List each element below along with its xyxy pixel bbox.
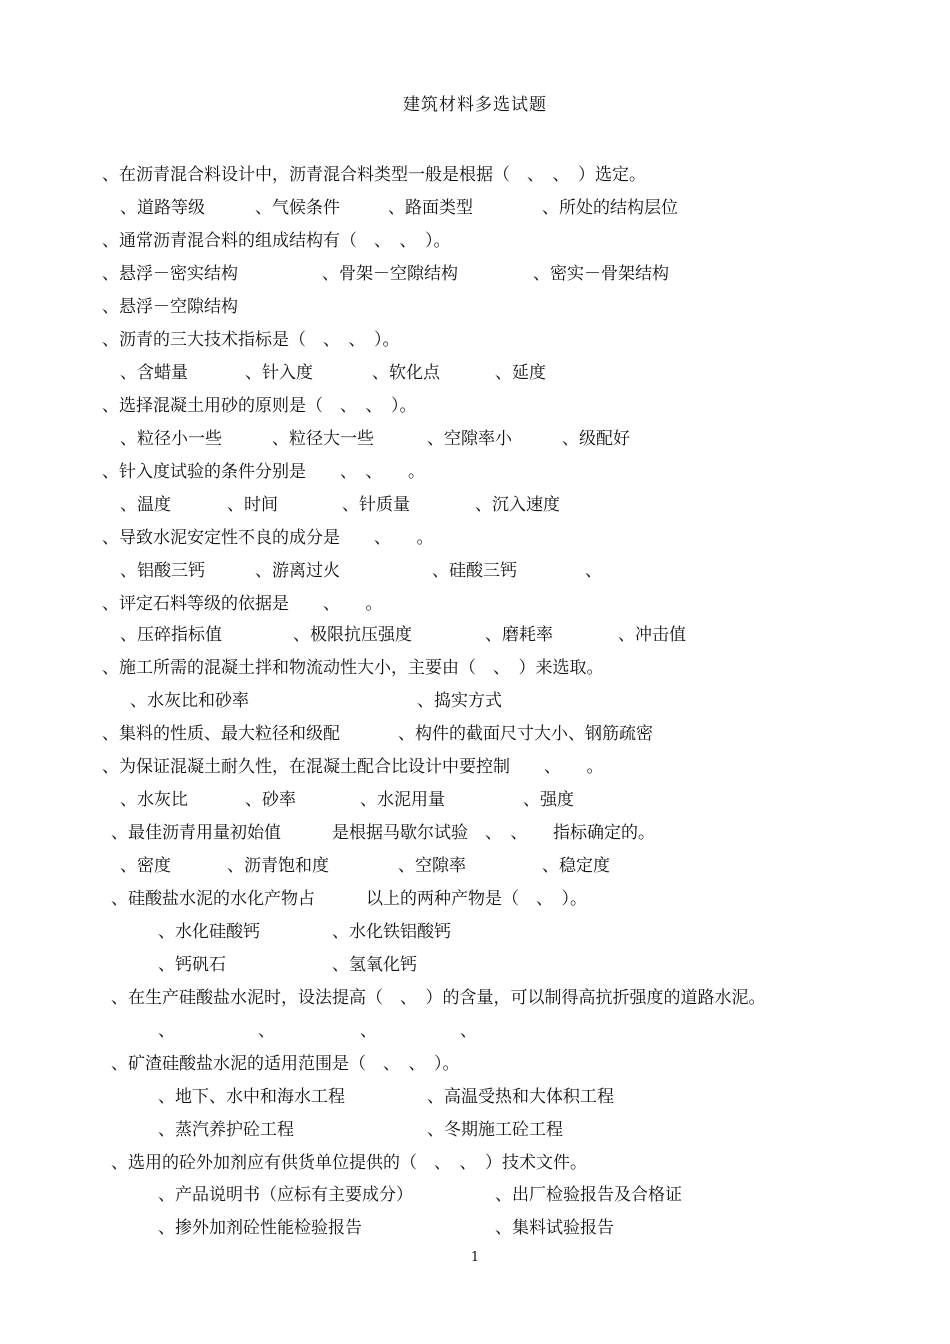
option-b: 、气候条件 [255,198,340,218]
option-b: 、高温受热和大体积工程 [427,1087,614,1107]
question-8-options [0,690,950,712]
question-9-options [0,789,950,811]
question-13: 、矿渣硅酸盐水泥的适用范围是（ 、 、 ）。 [111,1054,460,1074]
option-c: 、 [360,1021,377,1041]
question-14-options [0,1184,950,1206]
question-11-options-2 [0,954,950,976]
question-6: 、导致水泥安定性不良的成分是 、 。 [102,528,434,548]
option-c: 、钙矾石 [158,955,226,975]
question-1: 、在沥青混合料设计中，沥青混合料类型一般是根据（ 、 、 ）选定。 [102,165,646,185]
option-b: 、极限抗压强度 [293,625,412,645]
option-b: 、骨架－空隙结构 [322,264,458,284]
option-d: 、 [460,1021,477,1041]
option-b: 、时间 [227,495,278,515]
option-c: 、路面类型 [388,198,473,218]
option-c: 、硅酸三钙 [432,561,517,581]
option-c: 、磨耗率 [485,625,553,645]
option-d: 、冬期施工砼工程 [427,1120,563,1140]
option-d: 、构件的截面尺寸大小、钢筋疏密 [398,724,653,744]
option-a: 、悬浮－密实结构 [102,264,238,284]
page-number: 1 [470,1250,480,1265]
option-a: 、产品说明书（应标有主要成分） [158,1185,413,1205]
question-6-options [0,560,950,582]
option-a: 、道路等级 [120,198,205,218]
option-b: 、 [258,1021,275,1041]
option-a: 、密度 [120,856,171,876]
question-1-options [0,197,950,219]
option-d: 、 [585,561,602,581]
option-b: 、针入度 [245,363,313,383]
question-2: 、通常沥青混合料的组成结构有（ 、 、 ）。 [102,231,451,251]
question-13-options-2 [0,1119,950,1141]
option-c: 、掺外加剂砼性能检验报告 [158,1218,362,1238]
question-2-options [0,263,950,285]
option-a: 、地下、水中和海水工程 [158,1087,345,1107]
option-b: 、游离过火 [255,561,340,581]
option-a: 、水灰比和砂率 [130,691,249,711]
question-11: 、硅酸盐水泥的水化产物占 以上的两种产物是（ 、 ）。 [111,889,587,909]
question-12-options [0,1020,950,1042]
option-b: 、粒径大一些 [272,429,374,449]
option-a: 、压碎指标值 [120,625,222,645]
option-b: 、捣实方式 [417,691,502,711]
option-d: 、冲击值 [618,625,686,645]
option-b: 、水化铁铝酸钙 [332,922,451,942]
question-3-options [0,362,950,384]
option-a: 、 [158,1021,175,1041]
option-c: 、集料的性质、最大粒径和级配 [102,724,340,744]
question-10-options [0,855,950,877]
document-title: 建筑材料多选试题 [403,95,547,115]
option-d: 、延度 [495,363,546,383]
option-d: 、级配好 [562,429,630,449]
question-14-options-2 [0,1217,950,1239]
question-7: 、评定石料等级的依据是 、 。 [102,594,383,614]
question-5-options [0,494,950,516]
option-c: 、软化点 [372,363,440,383]
question-4: 、选择混凝土用砂的原则是（ 、 、 ）。 [102,396,417,416]
option-d: 、强度 [523,790,574,810]
option-a: 、温度 [120,495,171,515]
option-a: 、含蜡量 [120,363,188,383]
question-4-options [0,428,950,450]
question-12: 、在生产硅酸盐水泥时，设法提高（ 、 ）的含量，可以制得高抗折强度的道路水泥。 [111,988,766,1008]
question-9: 、为保证混凝土耐久性，在混凝土配合比设计中要控制 、 。 [102,757,604,777]
question-8-options-2 [0,723,950,745]
question-8: 、施工所需的混凝土拌和物流动性大小，主要由（ 、 ）来选取。 [102,658,604,678]
option-a: 、水化硅酸钙 [158,922,260,942]
option-c: 、针质量 [342,495,410,515]
option-c: 、空隙率小 [427,429,512,449]
question-5: 、针入度试验的条件分别是 、 、 。 [102,462,425,482]
option-a: 、粒径小一些 [120,429,222,449]
option-c: 、蒸汽养护砼工程 [158,1120,294,1140]
option-d: 、悬浮－空隙结构 [102,297,238,317]
option-d: 、氢氧化钙 [332,955,417,975]
option-d: 、稳定度 [542,856,610,876]
option-c: 、密实－骨架结构 [533,264,669,284]
option-b: 、出厂检验报告及合格证 [495,1185,682,1205]
option-a: 、铝酸三钙 [120,561,205,581]
question-10: 、最佳沥青用量初始值 是根据马歇尔试验 、 、 指标确定的。 [111,823,655,843]
option-a: 、水灰比 [120,790,188,810]
option-c: 、空隙率 [398,856,466,876]
option-d: 、沉入速度 [475,495,560,515]
question-7-options [0,624,950,646]
option-d: 、集料试验报告 [495,1218,614,1238]
question-11-options [0,921,950,943]
question-3: 、沥青的三大技术指标是（ 、 、 ）。 [102,330,400,350]
option-b: 、砂率 [245,790,296,810]
question-13-options [0,1086,950,1108]
option-b: 、沥青饱和度 [227,856,329,876]
option-c: 、水泥用量 [360,790,445,810]
question-14: 、选用的砼外加剂应有供货单位提供的（ 、 、 ）技术文件。 [111,1153,587,1173]
option-d: 、所处的结构层位 [542,198,678,218]
